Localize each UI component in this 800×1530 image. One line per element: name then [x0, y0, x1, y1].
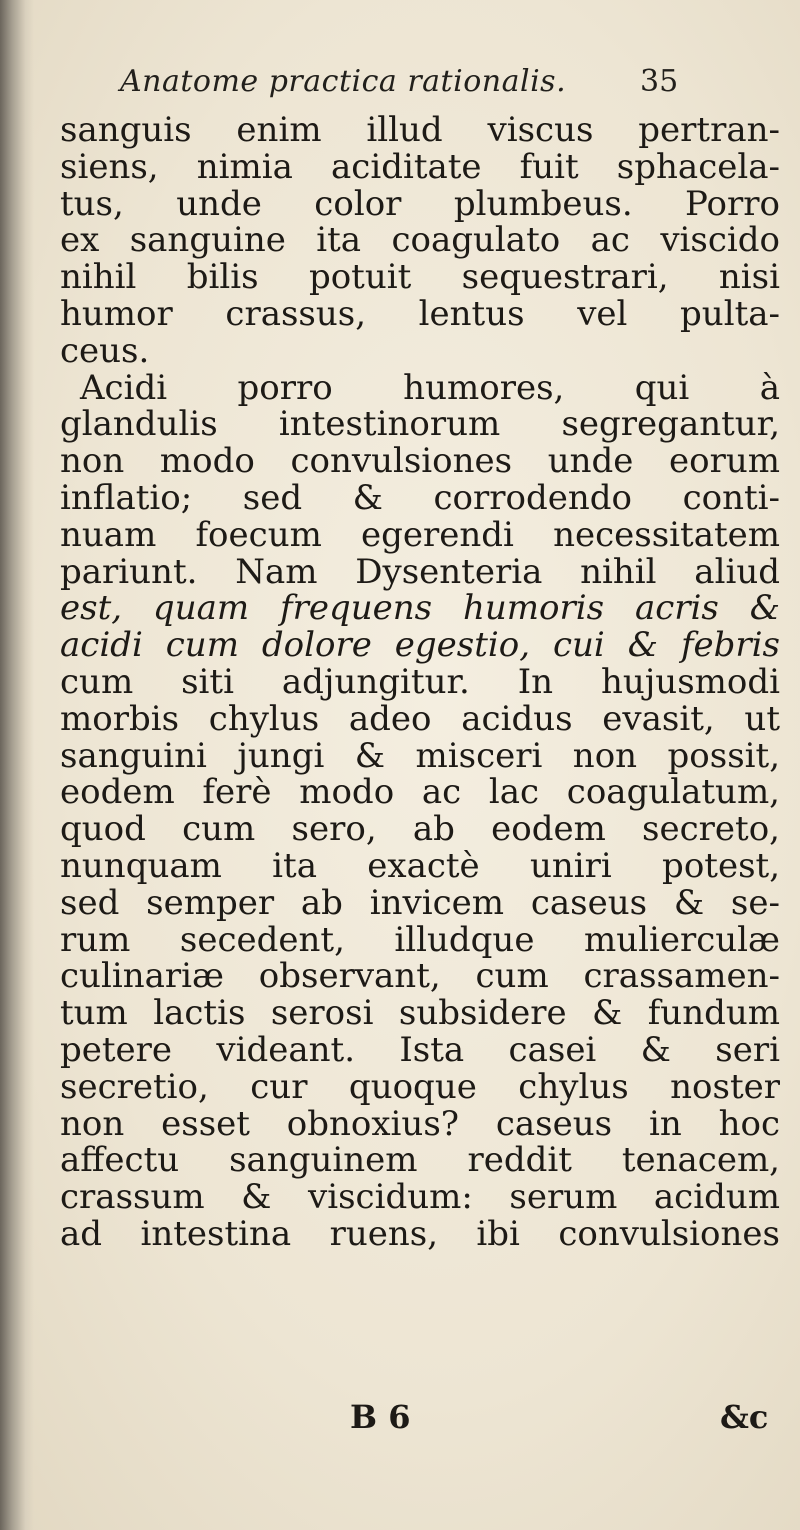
text-line: nunquam ita exactè uniri potest, [60, 845, 780, 886]
text-line: glandulis intestinorum segregantur, [60, 404, 780, 445]
text-line: humor crassus, lentus vel pulta- [60, 293, 780, 334]
text-line: ceus. [60, 330, 150, 371]
text-line: morbis chylus adeo acidus evasit, ut [60, 698, 780, 739]
page-header [120, 58, 720, 108]
page-footer [60, 1398, 780, 1442]
text-line: cum siti adjungitur. In hujusmodi [60, 661, 780, 702]
text-line: nihil bilis potuit sequestrari, nisi [60, 257, 780, 298]
text-line: inflatio; sed & corrodendo conti- [60, 477, 780, 518]
running-title: Anatome practica rationalis. [120, 64, 567, 99]
text-line: affectu sanguinem reddit tenacem, [60, 1140, 780, 1181]
paragraph-start-line: Acidi porro humores, qui à [80, 367, 780, 408]
text-line: nuam foecum egerendi necessitatem [60, 514, 780, 555]
signature-mark: B 6 [350, 1398, 411, 1436]
text-line: sed semper ab invicem caseus & se- [60, 882, 780, 923]
text-line: tum lactis serosi subsidere & fundum [60, 993, 780, 1034]
text-line: ex sanguine ita coagulato ac viscido [60, 220, 780, 261]
body-text [60, 112, 780, 1253]
text-line: petere videant. Ista casei & seri [60, 1029, 780, 1070]
catchword: &c [720, 1398, 769, 1436]
page-number: 35 [640, 64, 679, 99]
text-line: tus, unde color plumbeus. Porro [60, 183, 780, 224]
text-line: crassum & viscidum: serum acidum [60, 1177, 780, 1218]
text-line-italic: est, quam frequens humoris acris & [60, 588, 780, 629]
text-line: culinariæ observant, cum crassamen- [60, 956, 780, 997]
text-line: non esset obnoxius? caseus in hoc [60, 1103, 780, 1144]
text-line-italic: acidi cum dolore egestio, cui & febris [60, 625, 780, 666]
text-line: ad intestina ruens, ibi convulsiones [60, 1213, 780, 1254]
text-line: quod cum sero, ab eodem secreto, [60, 809, 780, 850]
binding-gutter [0, 0, 34, 1530]
text-line: non modo convulsiones unde eorum [60, 441, 780, 482]
text-line: pariunt. Nam Dysenteria nihil aliud [60, 551, 780, 592]
text-line: secretio, cur quoque chylus noster [60, 1066, 780, 1107]
text-line: siens, nimia aciditate fuit sphacela- [60, 146, 780, 187]
text-line: rum secedent, illudque mulierculæ [60, 919, 780, 960]
text-line: eodem ferè modo ac lac coagulatum, [60, 772, 780, 813]
text-line: sanguis enim illud viscus pertran- [60, 110, 780, 150]
text-line: sanguini jungi & misceri non possit, [60, 735, 780, 776]
